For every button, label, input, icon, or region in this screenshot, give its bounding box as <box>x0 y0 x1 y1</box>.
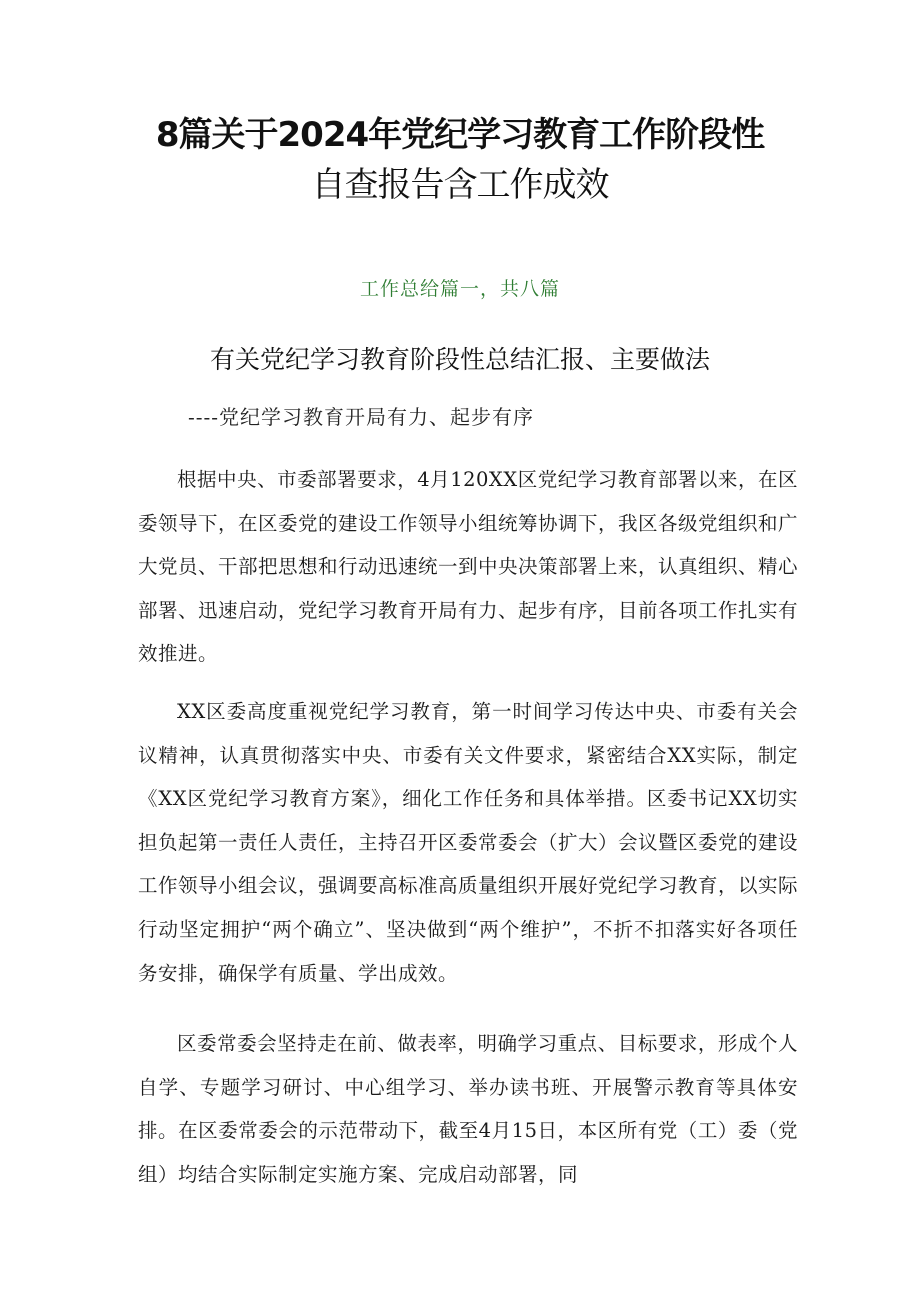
document-title-line-1: 8篇关于2024年党纪学习教育工作阶段性 <box>155 115 765 155</box>
body-paragraph: 区委常委会坚持走在前、做表率，明确学习重点、目标要求，形成个人自学、专题学习研讨、中心组学习、举办读书班、开展警示教育等具体安排。在区委常委会的示范带动下，截至4月15日，本区所有党（工）委（党组）均结合实际制定实施方案、完成启动部署，同 <box>138 1032 798 1186</box>
document-title-line-2: 自查报告含工作成效 <box>311 165 609 205</box>
section-heading: 有关党纪学习教育阶段性总结汇报、主要做法 <box>209 345 710 374</box>
body-paragraph: XX区委高度重视党纪学习教育，第一时间学习传达中央、市委有关会议精神，认真贯彻落实中央、市委有关文件要求，紧密结合XX实际，制定《XX区党纪学习教育方案》，细化工作任务和具体举措。区委书记XX切实担负起第一责任人责任，主持召开区委常委会（扩大）会议暨区委党的建设工作领导小组会议，强调要高标准高质量组织开展好党纪学习教育，以实际行动坚定拥护“两个确立”、坚决做到“两个维护”，不折不扣落实好各项任务安排，确保学有质量、学出成效。 <box>138 700 799 985</box>
section-tagline: ----党纪学习教育开局有力、起步有序 <box>188 405 535 429</box>
document-subtitle: 工作总给篇一，共八篇 <box>359 278 560 300</box>
body-paragraph: 根据中央、市委部署要求，4月120XX区党纪学习教育部署以来，在区委领导下，在区委党的建设工作领导小组统筹协调下，我区各级党组织和广大党员、干部把思想和行动迅速统一到中央决策部署上来，认真组织、精心部署、迅速启动，党纪学习教育开局有力、起步有序，目前各项工作扎实有效推进。 <box>138 468 799 666</box>
